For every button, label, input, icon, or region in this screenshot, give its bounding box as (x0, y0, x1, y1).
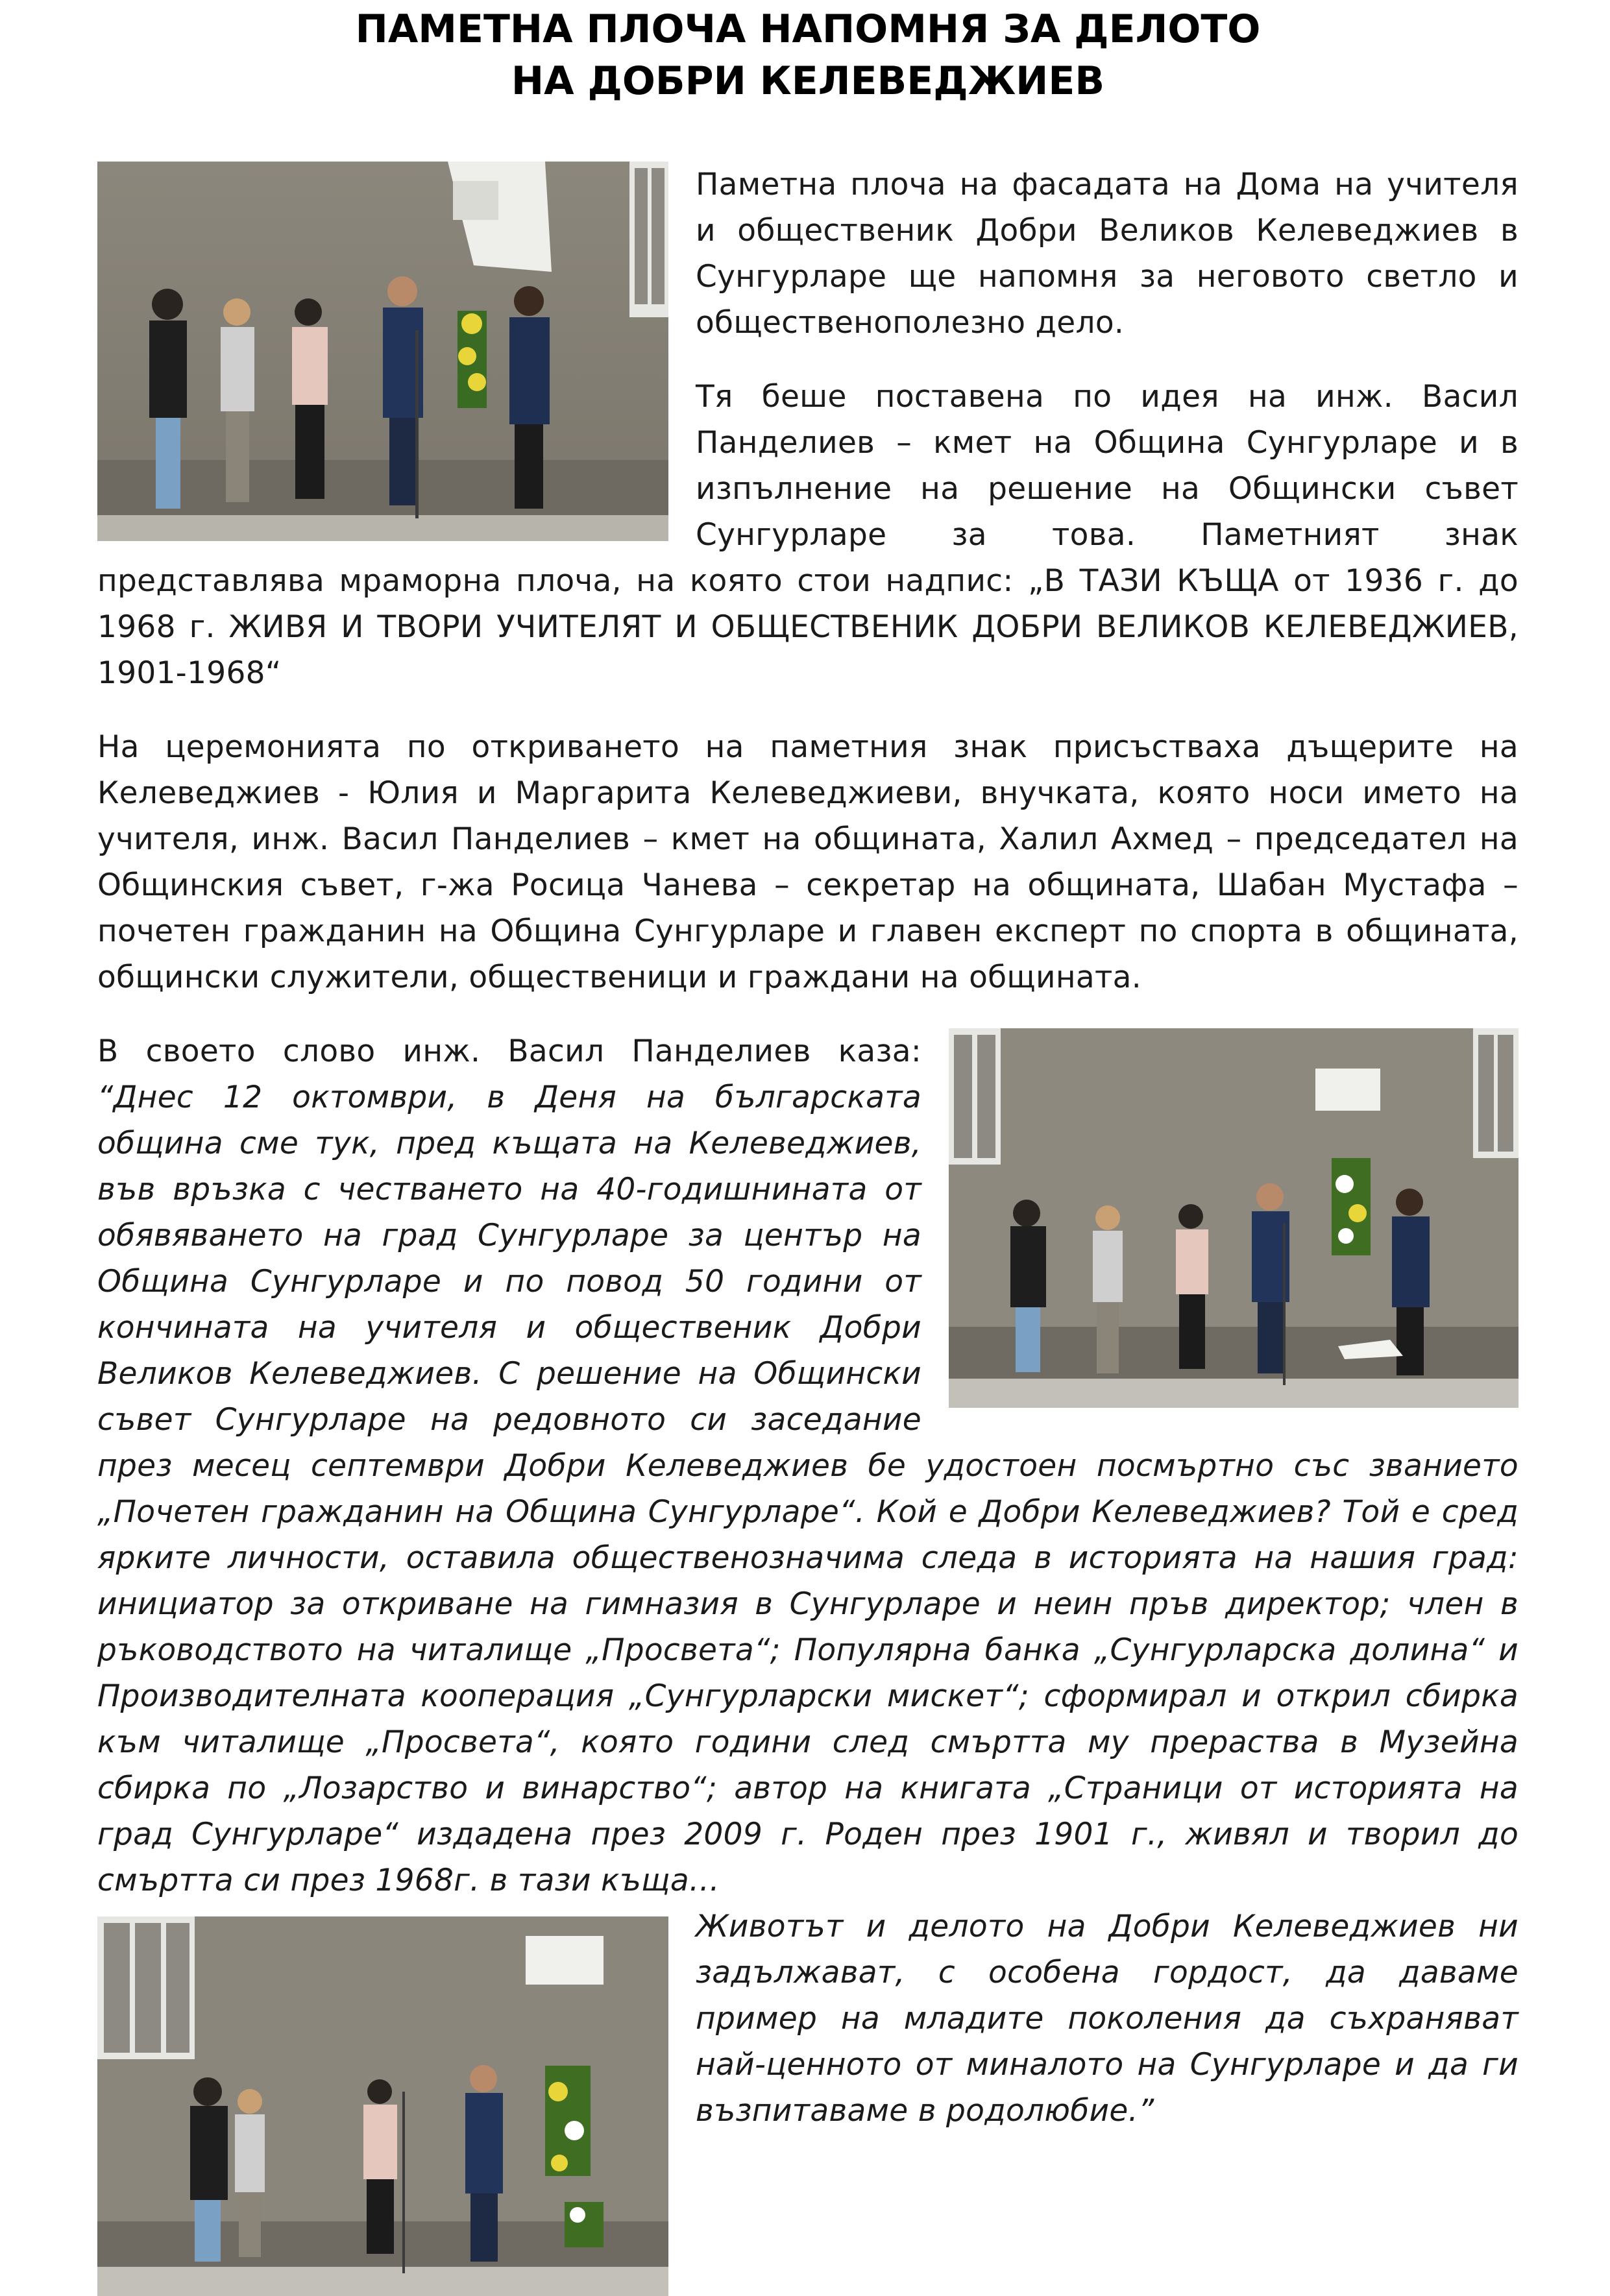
ceremony-photo-2 (949, 1028, 1519, 1408)
quote-intro: В своето слово инж. Васил Панделиев каза: (97, 1033, 921, 1069)
mayor-quote: “Днес 12 октомври, в Деня на българската община сме тук, пред къщата на Келеведжиев, във връзка с честването на 40-годишнината от обявяването на град Сунгурларе за център на Община Сунгурларе и по повод 50 години от кончината на учителя и общественик Добри Великов Келеведжиев. С решение на Общински съвет Сунгурларе на редовното си заседание през месец септември Добри Келеведжиев бе удостоен посмъртно със званието „Почетен гражданин на Община Сунгурларе“. Кой е Добри Келеведжиев? Той е сред ярките личности, оставила общественозначима следа в историята на нашия град: инициатор за откриване на гимназия в Сунгурларе и неин пръв директор; член в ръководството на читалище „Просвета“; Популярна банка „Сунгурларска долина“ и Производителната кооперация „Сунгурларски мискет“; сформирал и открил сбирка към читалище „Просвета“, която години след смъртта му прераства в Музейна сбирка по „Лозарство и винарство“; автор на книгата „Страници от историята на град Сунгурларе“ издадена през 2009 г. Роден през 1901 г., живял и творил до смъртта си през 1968г. в тази къща… (97, 1080, 1519, 1898)
paragraph-5: Животът и делото на Добри Келеведжиев ни задължават, с особена гордост, да даваме пример на младите поколения да съхраняват най-ценното от миналото на Сунгурларе и да ги възпитаваме в родолюбие.” (696, 1909, 1519, 2129)
ceremony-photo-3 (97, 1916, 668, 2296)
article-title (97, 0, 1519, 107)
quote-section (97, 1028, 1519, 1903)
paragraph-3: На церемонията по откриването на паметния знак присъстваха дъщерите на Келеведжиев - Юлия и Маргарита Келеведжиеви, внучката, която носи името на учителя, инж. Васил Панделиев – кмет на общината, Халил Ахмед – председател на Общинския съвет, г-жа Росица Чанева – секретар на общината, Шабан Мустафа – почетен гражданин на Община Сунгурларе и главен експерт по спорта в общината, общински служители, общественици и граждани на общината. (97, 729, 1519, 995)
title-line-1: ПАМЕТНА ПЛОЧА НАПОМНЯ ЗА ДЕЛОТО (355, 6, 1261, 52)
ceremony-photo-1 (97, 162, 668, 541)
paragraph-2: Тя беше поставена по идея на инж. Васил Панделиев – кмет на Община Сунгурларе и в изпълнение на решение на Общински съвет Сунгурларе за това. Паметният знак представлява мраморна плоча, на която стои надпис: „В ТАЗИ КЪЩА от 1936 г. до 1968 г. ЖИВЯ И ТВОРИ УЧИТЕЛЯТ И ОБЩЕСТВЕНИК ДОБРИ ВЕЛИКОВ КЕЛЕВЕДЖИЕВ, 1901-1968“ (97, 379, 1519, 691)
document-page (97, 0, 1519, 2276)
paragraph-1: Паметна плоча на фасадата на Дома на учителя и общественик Добри Великов Келеведжиев в Сунгурларе ще напомня за неговото светло и общественополезно дело. (696, 167, 1519, 341)
closing-section (97, 1903, 1519, 2134)
article-body (97, 162, 1519, 2134)
title-line-2: НА ДОБРИ КЕЛЕВЕДЖИЕВ (511, 58, 1105, 104)
